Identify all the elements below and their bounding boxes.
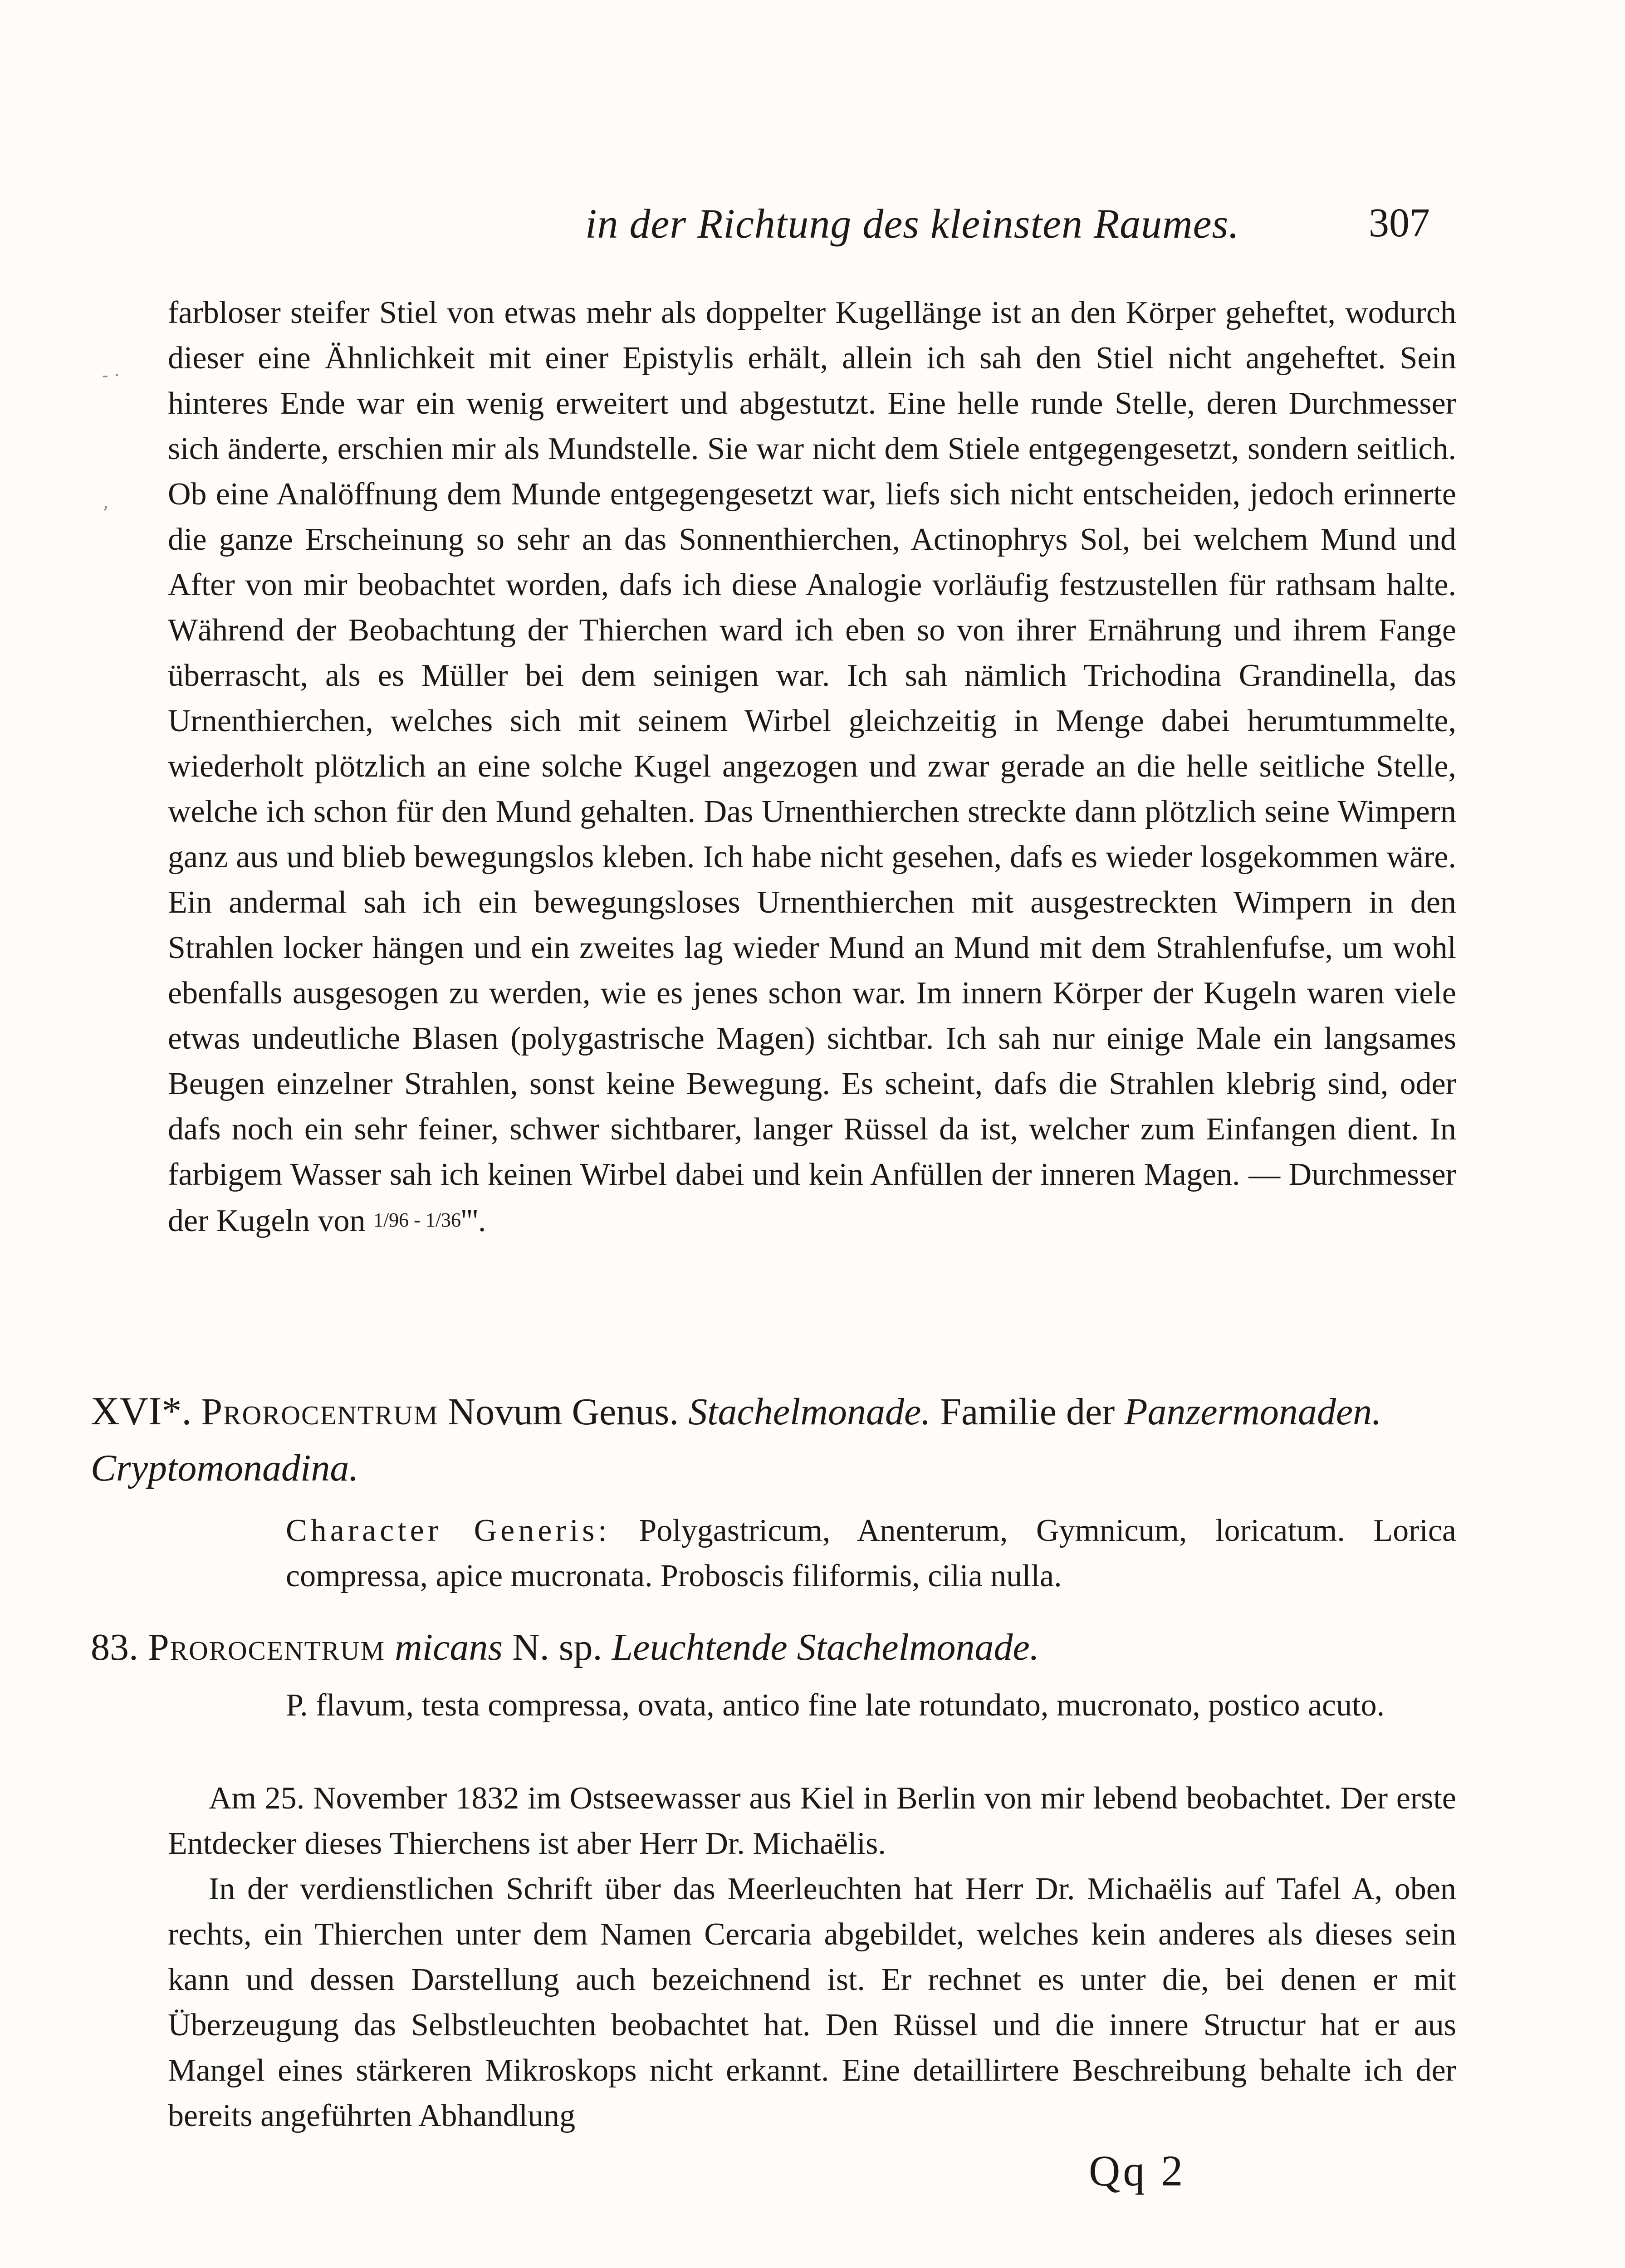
body-text-continuation (168, 290, 1456, 1244)
signature-mark: Qq 2 (1089, 2146, 1186, 2195)
paragraph: In der verdienstlichen Schrift über das Meerleuchten hat Herr Dr. Michaëlis auf Tafel A, oben rechts, ein Thierchen unter dem Namen Cercaria abgebildet, welches kein anderes als dieses sein kann und dessen Darstellung auch bezeichnend ist. Er rechnet es unter die, bei denen er mit Überzeugung das Selbstleuchten beobachtet hat. Den Rüssel und die innere Structur hat er aus Mangel eines stärkeren Mikroskops nicht erkannt. Eine detaillirtere Beschreibung behalte ich der bereits angeführten Abhandlung (168, 1872, 1456, 2133)
paragraph: Am 25. November 1832 im Ostseewasser aus Kiel in Berlin von mir lebend beobachtet. Der erste Entdecker dieses Thierchens ist aber Herr Dr. Michaëlis. (168, 1781, 1456, 1861)
species-number: 83. (91, 1626, 138, 1668)
german-name: Stachelmonade. (688, 1391, 931, 1433)
family-name: Panzermonaden. (1124, 1391, 1382, 1433)
group-name: Cryptomonadina. (91, 1447, 359, 1489)
margin-mark: ʼ (102, 503, 108, 524)
species-genus: Prorocentrum (148, 1626, 386, 1668)
species-heading (91, 1619, 1456, 1676)
running-head: in der Richtung des kleinsten Raumes. (585, 200, 1240, 247)
species-german-name: Leuchtende Stachelmonade. (612, 1626, 1039, 1668)
species-epithet: micans (395, 1626, 503, 1668)
page-number: 307 (1369, 200, 1430, 245)
diagnosis-text: P. flavum, testa compressa, ovata, antico fine late rotundato, mucronato, postico acuto. (286, 1688, 1385, 1723)
species-description (168, 1776, 1456, 2139)
section-number: XVI*. (91, 1389, 192, 1433)
character-label: Character Generis: (286, 1513, 611, 1548)
line-unit: '''. (461, 1203, 486, 1238)
new-species-mark: N. sp. (512, 1626, 602, 1668)
character-paragraph (286, 1508, 1456, 1599)
novum-genus: Novum Genus. (448, 1391, 679, 1433)
character-text: Polygastricum, Anenterum, Gymnicum, loricatum. Lorica compressa, apice mucronata. Proboscis filiformis, cilia nulla. (286, 1513, 1456, 1593)
genus-heading (91, 1383, 1456, 1496)
margin-mark: - · (102, 365, 120, 386)
diameter-fraction: 1/96 - 1/36 (373, 1209, 461, 1231)
familie-label: Familie der (940, 1391, 1115, 1433)
page-header (0, 200, 1625, 254)
genus-name: Prorocentrum (201, 1391, 439, 1433)
character-generis (286, 1508, 1456, 1599)
paragraph (168, 290, 1456, 1244)
paragraph-text: farbloser steifer Stiel von etwas mehr als doppelter Kugellänge ist an den Körper geheftet, wodurch dieser eine Ähnlichkeit mit einer Epistylis erhält, allein ich sah den Stiel nicht angeheftet. Sein hinteres Ende war ein wenig erweitert und abgestutzt. Eine helle runde Stelle, deren Durchmesser sich änderte, erschien mir als Mundstelle. Sie war nicht dem Stiele entgegengesetzt, sondern seitlich. Ob eine Analöffnung dem Munde entgegengesetzt war, liefs sich nicht entscheiden, jedoch erinnerte die ganze Erscheinung so sehr an das Sonnenthierchen, Actinophrys Sol, bei welchem Mund und After von mir beobachtet worden, dafs ich diese Analogie vorläufig festzustellen für rathsam halte. Während der Beobachtung der Thierchen ward ich eben so von ihrer Ernährung und ihrem Fange überrascht, als es Müller bei dem seinigen war. Ich sah nämlich Trichodina Grandinella, das Urnenthierchen, welches sich mit seinem Wirbel gleichzeitig in Menge dabei herumtummelte, wiederholt plötzlich an eine solche Kugel angezogen und zwar gerade an die helle seitliche Stelle, welche ich schon für den Mund gehalten. Das Urnenthierchen streckte dann plötzlich seine Wimpern ganz aus und blieb bewegungslos kleben. Ich habe nicht gesehen, dafs es wieder losgekommen wäre. Ein andermal sah ich ein bewegungsloses Urnenthierchen mit ausgestreckten Wimpern in den Strahlen locker hängen und ein zweites lag wieder Mund an Mund mit dem Strahlenfufse, um wohl ebenfalls ausgesogen zu werden, wie es jenes schon war. Im innern Körper der Kugeln waren viele etwas undeutliche Blasen (polygastrische Magen) sichtbar. Ich sah nur einige Male ein langsames Beugen einzelner Strahlen, sonst keine Bewegung. Es scheint, dafs die Strahlen klebrig sind, oder dafs noch ein sehr feiner, schwer sichtbarer, langer Rüssel da ist, welcher zum Einfangen dient. In farbigem Wasser sah ich keinen Wirbel dabei und kein Anfüllen der inneren Magen. — Durchmesser der Kugeln von (168, 295, 1456, 1238)
species-diagnosis (286, 1683, 1456, 1728)
